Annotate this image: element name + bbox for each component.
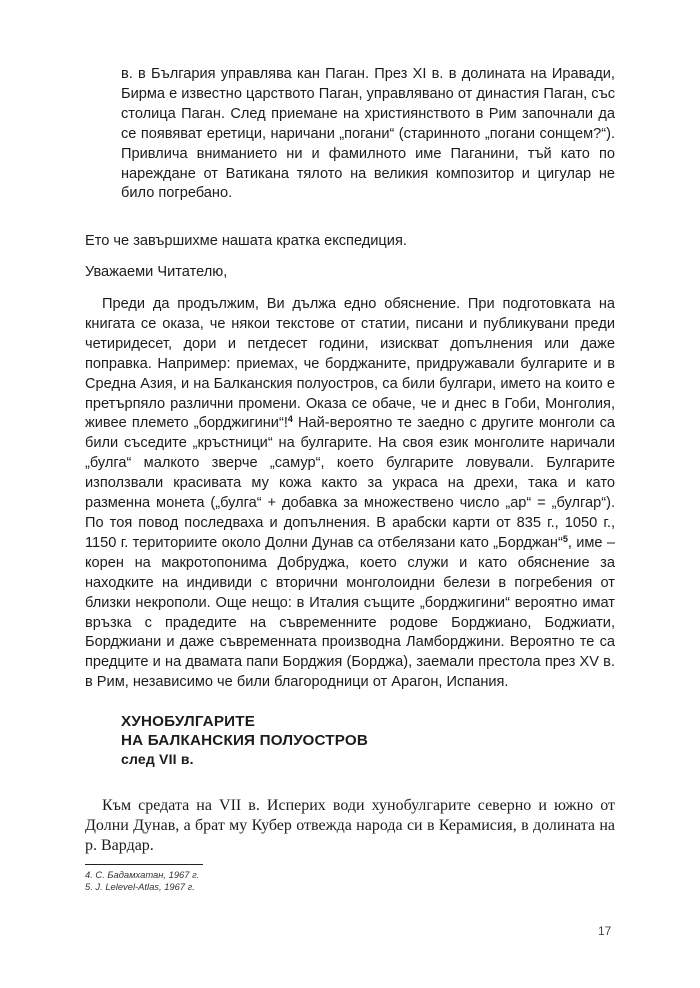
paragraph-explanation — [85, 295, 615, 693]
paragraph-explanation-part-2: Най-вероятно те заедно с другите монголи са били съседите „кръстници“ на булгарите. На своя език монголите наричали „булга“ малкото зверче „самур“, което булгарите ловували. Булгарите използвали красивата му кожа както за украса на дрехи, така и като разменна монета („булга“ + добавка за множествено число „ар“ = „булгар“). По тоя повод последваха и допълнения. В арабски карти от 835 г., 1050 г., 1150 г. териториите около Долни Дунав са отбелязани като „Борджан“ — [85, 415, 615, 551]
section-heading-line-2: НА БАЛКАНСКИЯ ПОЛУОСТРОВ — [121, 732, 369, 749]
quote-block: в. в България управлява кан Паган. През XI в. в долината на Иравади, Бирма е известно царството Паган, управлявано от династия Паган, със столица Паган. След приемане на християнството в Рим започнали да се появяват еретици, наричани „погани“ (старинното „погани сонщем?“). Привлича вниманието ни и фамилното име Паганини, тъй като по нареждане от Ватикана тялото на великия композитор и цигулар не било погребано. — [121, 66, 615, 202]
footnote-divider — [85, 864, 203, 865]
footnote-ref-5: 5 — [562, 533, 568, 544]
footnotes — [85, 869, 385, 893]
section-heading-line-3: след VII в. — [121, 751, 194, 767]
paragraph-expedition: Ето че завършихме нашата кратка експедиция. — [85, 233, 407, 249]
page-number: 17 — [598, 924, 612, 938]
section-heading — [121, 712, 581, 769]
section-paragraph: Към средата на VII в. Исперих води хунобулгарите северно и южно от Долни Дунав, а брат му Кубер отвежда народа си в Керамисия, в долината на р. Вардар. — [85, 797, 615, 854]
footnote-5: 5. J. Lelevel-Atlas, 1967 г. — [85, 881, 195, 892]
paragraph-explanation-part-3: , име – корен на макротопонима Добруджа, което служи и като обяснение за находките на индивиди с вторични монголоидни белези в погребения от близки некрополи. Още нещо: в Италия същите „борджигини“ вероятно имат връзка с прадедите на съвременните родове Борджиано, Боджиати, Борджиани и даже съвременната производна Ламборджини. Вероятно те са предците и на двамата папи Борджия (Борджа), заемали престола през XV в. в Рим, независимо че били благородници от Арагон, Испания. — [85, 534, 615, 691]
paragraph-salutation: Уважаеми Читателю, — [85, 264, 228, 280]
footnote-ref-4: 4 — [287, 414, 293, 425]
paragraph-explanation-part-1: Преди да продължим, Ви дължа едно обяснение. При подготовката на книгата се оказа, че някои текстове от статии, писани и публикувани преди четиридесет, дори и петдесет години, изискват допълнения или даже поправка. Например: приемах, че борджаните, придружавали булгарите и в Средна Азия, и на Балканския полуостров, са били булгари, името на които е претърпяло различни промени. Оказа се обаче, че и днес в Гоби, Монголия, живее племето „борджигини“! — [85, 296, 615, 432]
footnote-4: 4. С. Бадамхатан, 1967 г. — [85, 869, 200, 880]
section-heading-line-1: ХУНОБУЛГАРИТЕ — [121, 713, 256, 730]
